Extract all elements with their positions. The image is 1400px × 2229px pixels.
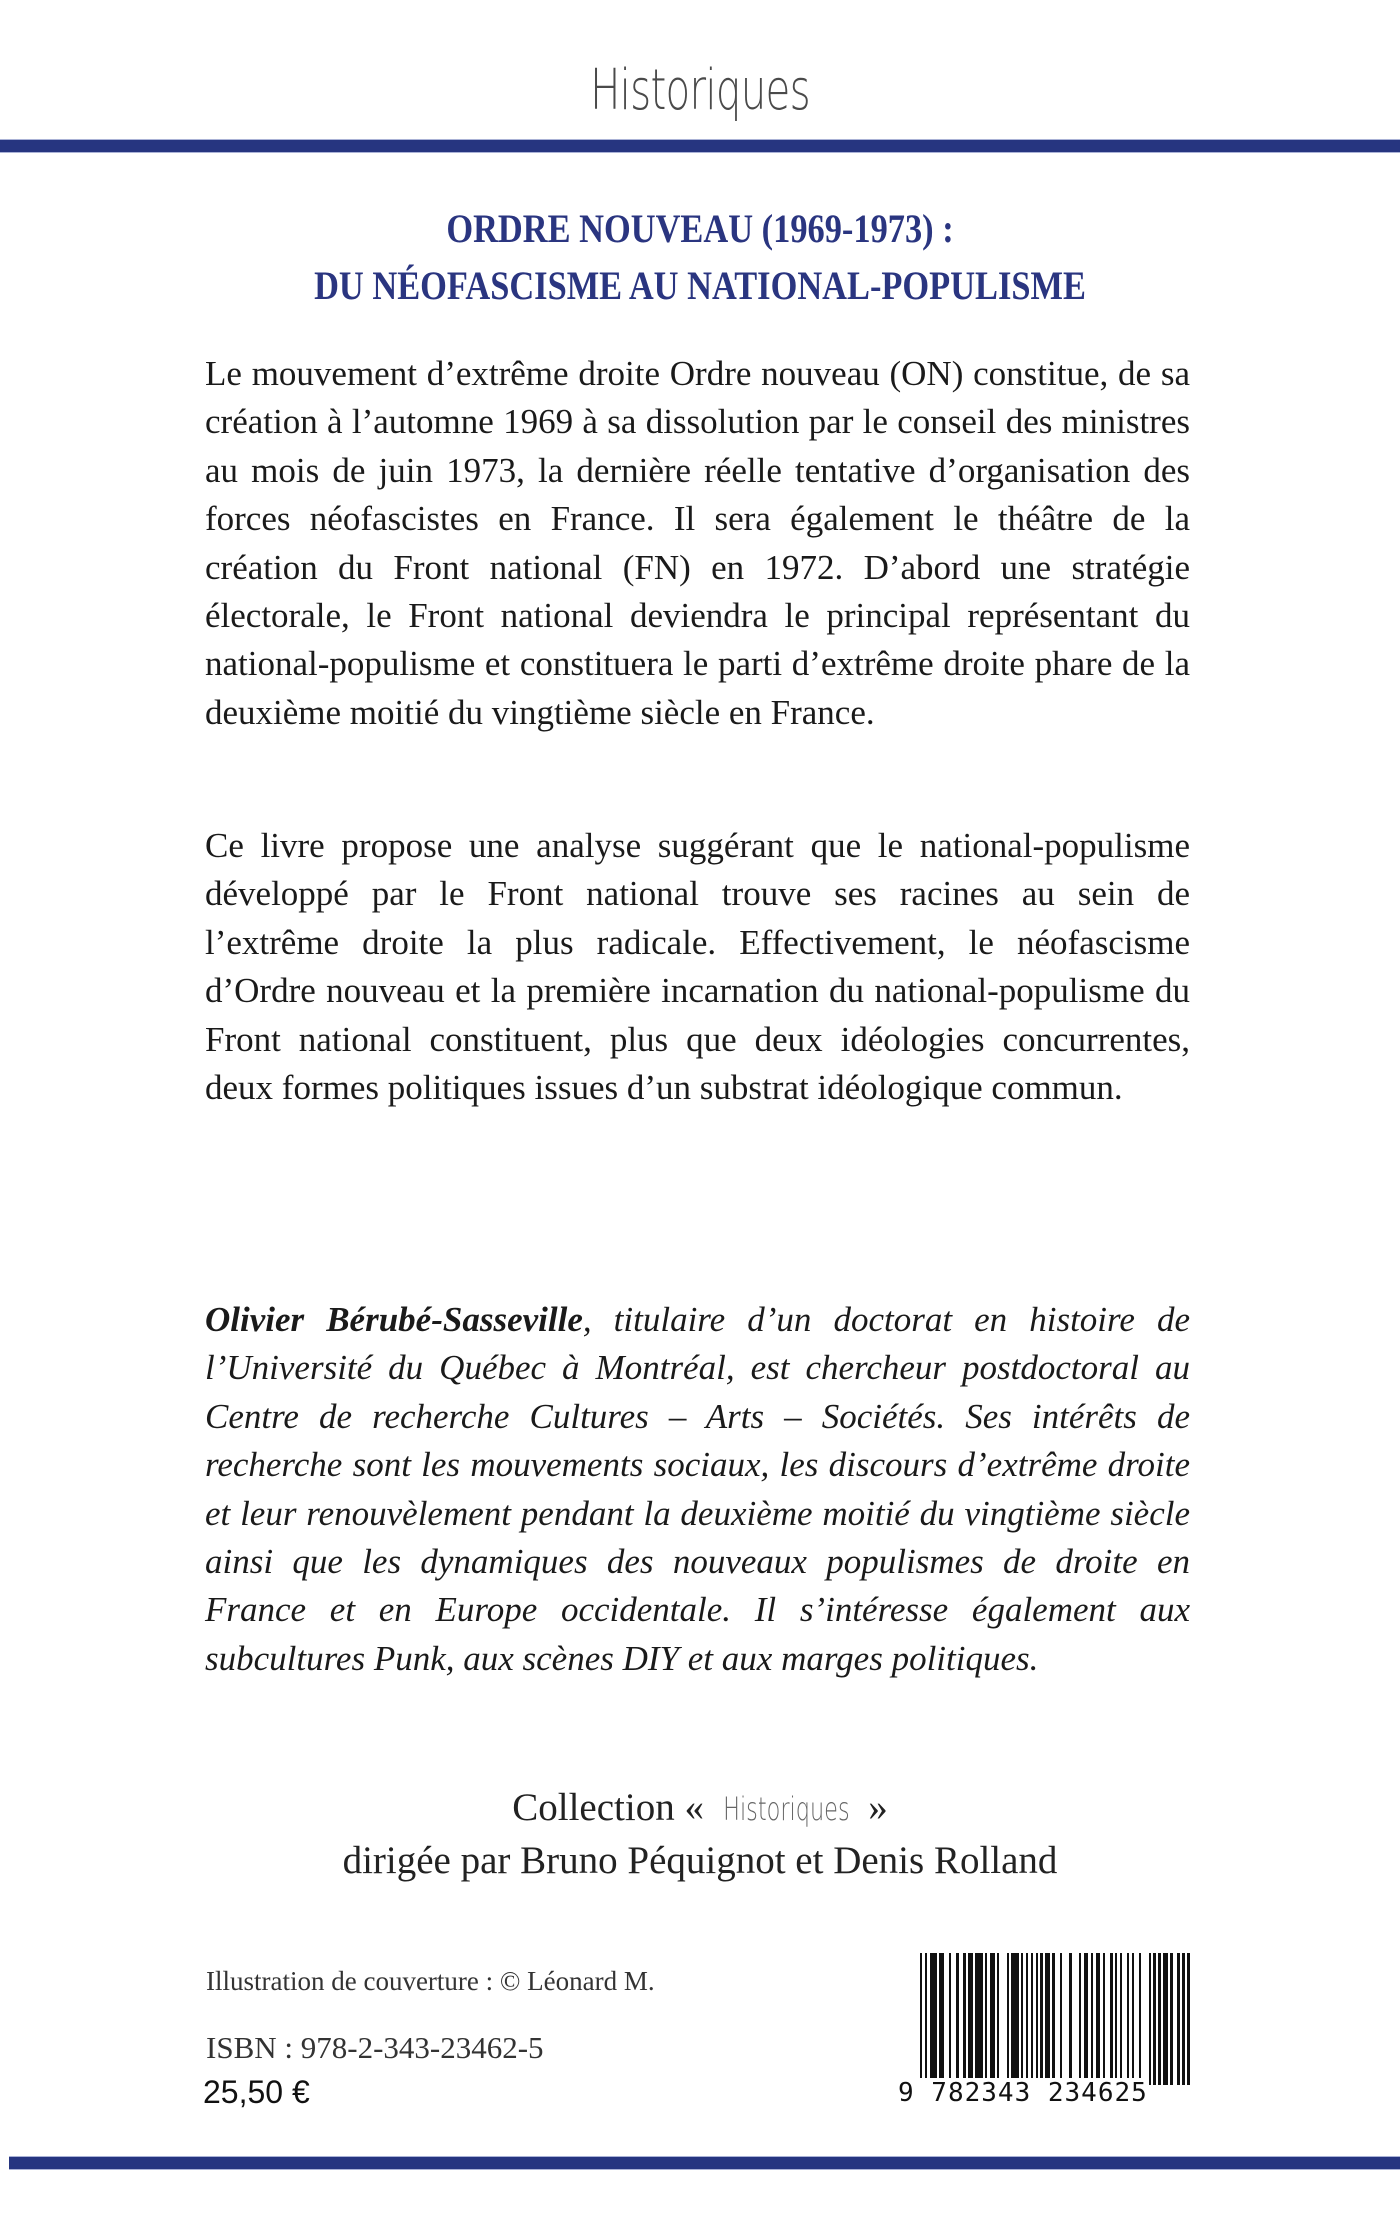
summary-paragraph-1: Le mouvement d’extrême droite Ordre nouveau (ON) constitue, de sa création à l’automne 1969 à sa dissolution par le conseil des ministres au mois de juin 1973, la dernière réelle tentative d’organisation des forces néofascistes en France. Il sera également le théâtre de la création du Front national (FN) en 1972. D’abord une stratégie électorale, le Front national deviendra le principal représentant du national-populisme et constituera le parti d’extrême droite phare de la deuxième moitié du vingtième siècle en France.	[205, 354, 1190, 732]
book-title	[0, 200, 1400, 314]
barcode-bar	[1062, 1953, 1069, 2085]
barcode-bar	[1190, 1953, 1192, 2085]
barcode-bars	[920, 1953, 1192, 2085]
illustration-credit: Illustration de couverture : © Léonard M.	[206, 1966, 655, 1996]
barcode-bar	[1011, 1953, 1018, 2085]
title-line-1: ORDRE NOUVEAU (1969-1973) :	[446, 206, 954, 251]
isbn: ISBN : 978-2-343-23462-5	[206, 2030, 544, 2065]
barcode	[898, 1950, 1198, 2110]
author-bio	[205, 1296, 1190, 1683]
collection-suffix: »	[868, 1786, 888, 1829]
barcode-bar	[975, 1953, 982, 2085]
barcode-bar	[999, 1953, 1006, 2085]
author-bio-text: , titulaire d’un doctorat en histoire de l’Université du Québec à Montréal, est chercheur postdoctoral au Centre de recherche Cultures – Arts – Sociétés. Ses intérêts de recherche sont les mouvements sociaux, les discours d’extrême droite et leur renouvèlement pendant la deuxième moitié du vingtième siècle ainsi que les dynamiques des nouveaux populismes de droite en France et en Europe occidentale. Il s’intéresse également aux subcultures Punk, aux scènes DIY et aux marges politiques.	[205, 1300, 1190, 1678]
title-line-2: DU NÉOFASCISME AU NATIONAL-POPULISME	[314, 263, 1086, 308]
barcode-bar	[1072, 1953, 1079, 2085]
collection-prefix: Collection «	[512, 1786, 704, 1829]
collection-directors: dirigée par Bruno Péquignot et Denis Rolland	[342, 1839, 1058, 1882]
author-name: Olivier Bérubé-Sasseville	[205, 1300, 583, 1339]
barcode-digits: 9 782343 234625	[898, 2078, 1148, 2108]
top-divider	[0, 140, 1400, 152]
collection-info	[0, 1782, 1400, 1887]
price: 25,50 €	[203, 2074, 310, 2110]
summary-paragraph-2: Ce livre propose une analyse suggérant que le national-populisme développé par le Front national trouve ses racines au sein de l’extrême droite la plus radicale. Effectivement, le néofascisme d’Ordre nouveau et la première incarnation du national-populisme du Front national constituent, plus que deux idéologies concurrentes, deux formes politiques issues d’un substrat idéologique commun.	[205, 826, 1190, 1108]
collection-name: Historiques	[722, 1790, 850, 1828]
barcode-bar	[1141, 1953, 1148, 2085]
barcode-bar	[930, 1953, 937, 2085]
bottom-divider	[9, 2157, 1400, 2169]
series-logo: Historiques	[590, 58, 810, 123]
